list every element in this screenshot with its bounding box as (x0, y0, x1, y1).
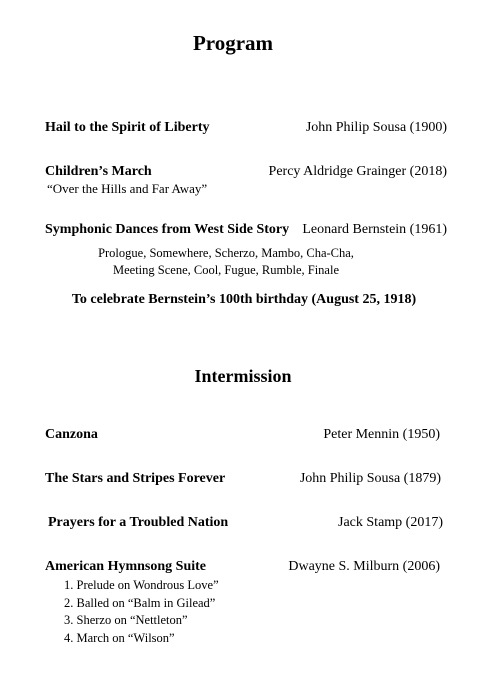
composer: Leonard Bernstein (1961) (302, 222, 447, 237)
movement-line: Meeting Scene, Cool, Fugue, Rumble, Finale (112, 263, 339, 277)
movement-list (64, 577, 219, 647)
piece-title: Canzona (45, 427, 98, 442)
page-title: Program (192, 31, 274, 55)
composer: John Philip Sousa (1879) (299, 471, 441, 486)
list-item: 3. Sherzo on “Nettleton” (64, 613, 188, 627)
piece-subtitle: “Over the Hills and Far Away” (47, 181, 208, 196)
list-item: 2. Balled on “Balm in Gilead” (64, 595, 216, 610)
composer: Jack Stamp (2017) (338, 515, 443, 530)
intermission-heading: Intermission (194, 366, 292, 386)
piece-title: Children’s March (45, 164, 152, 179)
piece-title: Hail to the Spirit of Liberty (45, 120, 210, 135)
piece-title: Symphonic Dances from West Side Story (45, 222, 290, 237)
composer: Percy Aldridge Grainger (2018) (268, 164, 447, 179)
piece-title: American Hymnsong Suite (45, 559, 206, 574)
list-item: 1. Prelude on Wondrous Love” (64, 578, 219, 592)
composer: John Philip Sousa (1900) (305, 120, 447, 135)
celebration-note: To celebrate Bernstein’s 100th birthday (August 25, 1918) (71, 292, 417, 307)
composer: Dwayne S. Milburn (2006) (288, 559, 440, 574)
list-item: 4. March on “Wilson” (64, 630, 175, 645)
piece-title: Prayers for a Troubled Nation (48, 515, 229, 530)
piece-title: The Stars and Stripes Forever (45, 471, 226, 486)
movement-line: Prologue, Somewhere, Scherzo, Mambo, Cha-Cha, (98, 246, 354, 260)
composer: Peter Mennin (1950) (323, 427, 440, 442)
